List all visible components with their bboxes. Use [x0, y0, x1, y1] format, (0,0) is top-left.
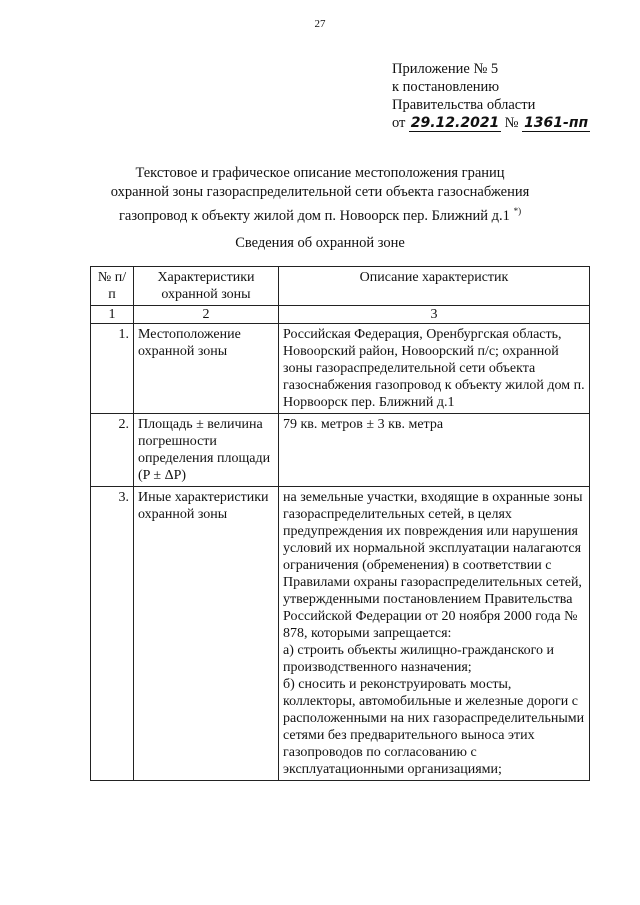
table-row: [91, 324, 590, 414]
row-description: [279, 487, 590, 781]
column-numbering-row: [91, 306, 590, 324]
handwritten-date: 29.12.2021: [410, 115, 500, 131]
table-row: [91, 414, 590, 487]
table-header-row: [91, 267, 590, 306]
header-col-number: № п/п: [91, 267, 134, 306]
protection-zone-table: [90, 266, 590, 781]
row-number: 2.: [91, 414, 134, 487]
row-characteristic: Площадь ± величина погрешности определения площади (P ± ΔP): [134, 414, 279, 487]
row-number: 3.: [91, 487, 134, 781]
appendix-date-line: [392, 114, 590, 132]
description-paragraph: на земельные участки, входящие в охранные зоны газораспределительных сетей, в целях предупреждения их повреждения или нарушения условий их нормальной эксплуатации налагаются ограничения (обременения) в соответствии с Правилами охраны газораспределительных сетей, утвержденными постановлением Правительства Российской Федерации от 20 ноября 2000 года № 878, которыми запрещается:: [283, 490, 583, 641]
number-prefix: №: [504, 115, 519, 131]
appendix-line-1: Приложение № 5: [392, 61, 499, 77]
column-number-2: 2: [134, 306, 279, 324]
header-col-description: Описание характеристик: [279, 267, 590, 306]
title-line-2: охранной зоны газораспределительной сети объекта газоснабжения: [110, 184, 530, 200]
appendix-line-3: Правительства области: [392, 97, 536, 113]
row-characteristic: Иные характеристики охранной зоны: [134, 487, 279, 781]
page-number: 27: [314, 18, 326, 30]
column-number-1: 1: [91, 306, 134, 324]
header-col-characteristic: Характеристики охранной зоны: [134, 267, 279, 306]
row-description: Российская Федерация, Оренбургская область, Новоорский район, Новоорский п/с; охранной зоны газораспределительной сети объекта газоснабжения газопровод к объекту жилой дом п. Норвоорск пер. Ближний д.1: [279, 324, 590, 414]
appendix-line-2: к постановлению: [392, 79, 500, 95]
row-number: 1.: [91, 324, 134, 414]
description-paragraph: б) сносить и реконструировать мосты, коллекторы, автомобильные и железные дороги с расположенными на них газораспределительными сетями без предварительного выноса этих газопроводов по согласованию с эксплуатационными организациями;: [283, 677, 585, 777]
title-line-3: [0, 202, 640, 226]
title-line-3-text: газопровод к объекту жилой дом п. Новоорск пер. Ближний д.1: [118, 207, 510, 224]
handwritten-number: 1361-пп: [524, 115, 589, 131]
section-subtitle: Сведения об охранной зоне: [235, 235, 405, 251]
appendix-block: [392, 60, 590, 132]
title-line-1: Текстовое и графическое описание местоположения границ: [135, 165, 505, 181]
row-description: 79 кв. метров ± 3 кв. метра: [279, 414, 590, 487]
row-characteristic: Местоположение охранной зоны: [134, 324, 279, 414]
table-row: [91, 487, 590, 781]
date-prefix: от: [392, 115, 406, 131]
document-title: [0, 164, 640, 226]
column-number-3: 3: [279, 306, 590, 324]
description-paragraph: а) строить объекты жилищно-гражданского и производственного назначения;: [283, 643, 554, 675]
footnote-mark: *): [513, 206, 522, 216]
